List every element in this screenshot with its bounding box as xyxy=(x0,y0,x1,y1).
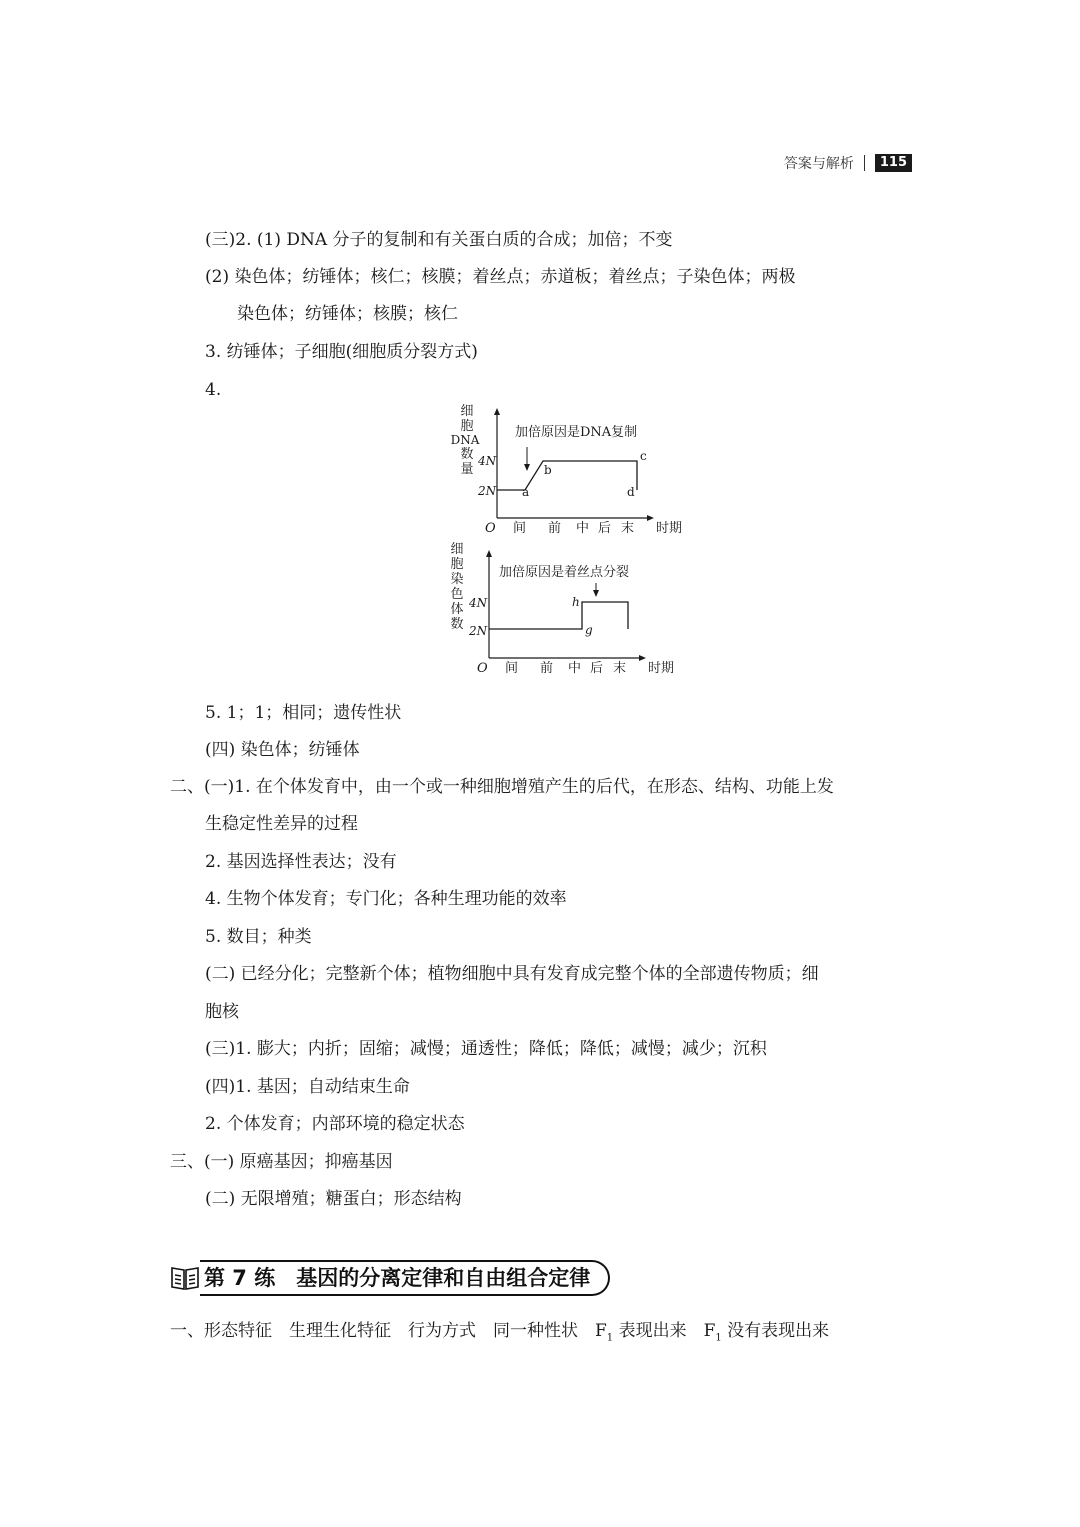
dna-content-graph xyxy=(440,400,700,540)
answer-line: 2. 基因选择性表达；没有 xyxy=(205,852,397,872)
y-tick-label: 4N xyxy=(478,454,497,468)
x-axis-label: 时期 xyxy=(648,661,675,676)
point-label: a xyxy=(522,485,530,499)
x-tick-label: 前 xyxy=(548,521,562,536)
answer-line: 4. 生物个体发育；专门化；各种生理功能的效率 xyxy=(205,889,567,909)
y-label-char: 体 xyxy=(450,602,464,617)
header-divider xyxy=(864,155,865,171)
annotation-arrowhead xyxy=(593,590,599,597)
answer-line: (三)1. 膨大；内折；固缩；减慢；通透性；降低；降低；减慢；减少；沉积 xyxy=(205,1039,767,1059)
annotation: 加倍原因是DNA复制 xyxy=(515,425,638,440)
y-tick-label: 2N xyxy=(478,484,497,498)
x-tick-label: 末 xyxy=(621,521,635,536)
header-section: 答案与解析 xyxy=(783,156,854,172)
origin-label: O xyxy=(477,661,488,676)
y-label-char: 数 xyxy=(450,617,464,632)
answer-line: (二) 无限增殖；糖蛋白；形态结构 xyxy=(205,1189,462,1209)
answer-line: 3. 纺锤体；子细胞(细胞质分裂方式) xyxy=(205,342,478,362)
annotation-arrowhead xyxy=(524,464,530,471)
y-label-char: 色 xyxy=(450,587,464,602)
x-tick-label: 中 xyxy=(576,521,590,536)
answer-line: 5. 数目；种类 xyxy=(205,927,312,947)
y-axis-arrow xyxy=(486,550,492,557)
x-axis-label: 时期 xyxy=(656,521,683,536)
answer-line: 二、(一)1. 在个体发育中，由一个或一种细胞增殖产生的后代，在形态、结构、功能上发 xyxy=(170,777,834,797)
chromosome-curve xyxy=(489,602,628,629)
answer-line: 三、(一) 原癌基因；抑癌基因 xyxy=(170,1152,393,1172)
y-label-char: 细 xyxy=(450,542,464,557)
answer-line: 2. 个体发育；内部环境的稳定状态 xyxy=(205,1114,465,1134)
point-label: d xyxy=(627,485,635,499)
answer-line: 染色体；纺锤体；核膜；核仁 xyxy=(237,304,458,324)
section-title: 第 7 练 基因的分离定律和自由组合定律 xyxy=(200,1260,610,1296)
answer-text: 没有表现出来 xyxy=(721,1321,830,1341)
chromosome-number-graph xyxy=(440,540,700,680)
answer-line: (三)2. (1) DNA 分子的复制和有关蛋白质的合成；加倍；不变 xyxy=(205,230,673,250)
x-tick-label: 末 xyxy=(613,661,627,676)
answer-line-f1 xyxy=(170,1320,829,1349)
y-label-char: 细 xyxy=(460,404,474,419)
y-label-char: 数 xyxy=(460,447,474,462)
answer-line: (2) 染色体；纺锤体；核仁；核膜；着丝点；赤道板；着丝点；子染色体；两极 xyxy=(205,267,796,287)
answer-line: 胞核 xyxy=(205,1002,239,1022)
x-tick-label: 中 xyxy=(568,661,582,676)
answer-line: (四)1. 基因；自动结束生命 xyxy=(205,1077,410,1097)
book-icon xyxy=(170,1264,200,1292)
x-tick-label: 间 xyxy=(505,661,519,676)
y-tick-label: 2N xyxy=(469,624,488,638)
y-label-char: 量 xyxy=(460,462,474,477)
y-tick-label: 4N xyxy=(469,596,488,610)
y-label-char: 胞 xyxy=(450,557,464,572)
answer-text: 一、形态特征 生理生化特征 行为方式 同一种性状 F xyxy=(170,1321,607,1341)
point-label: g xyxy=(585,623,593,637)
annotation: 加倍原因是着丝点分裂 xyxy=(499,565,630,580)
point-label: b xyxy=(544,463,552,477)
answer-line: (四) 染色体；纺锤体 xyxy=(205,740,360,760)
point-label: c xyxy=(640,449,647,463)
y-label-char: 染 xyxy=(450,572,464,587)
x-tick-label: 后 xyxy=(598,521,612,536)
answer-line: 5. 1；1；相同；遗传性状 xyxy=(205,703,402,723)
origin-label: O xyxy=(485,521,496,536)
x-axis-arrow xyxy=(639,655,646,661)
answer-text: 表现出来 F xyxy=(613,1321,716,1341)
page-header xyxy=(784,153,912,173)
y-label-char: 胞 xyxy=(460,419,474,434)
x-tick-label: 间 xyxy=(513,521,527,536)
answer-line: 生稳定性差异的过程 xyxy=(205,814,358,834)
y-label-char: DNA xyxy=(450,433,480,447)
page-number: 115 xyxy=(875,154,912,172)
subscript: 1 xyxy=(715,1332,722,1344)
dna-curve xyxy=(497,461,637,490)
x-tick-label: 后 xyxy=(590,661,604,676)
y-axis-arrow xyxy=(494,408,500,415)
x-tick-label: 前 xyxy=(540,661,554,676)
section-heading xyxy=(170,1260,610,1296)
answer-line: 4. xyxy=(205,380,222,400)
answer-line: (二) 已经分化；完整新个体；植物细胞中具有发育成完整个体的全部遗传物质；细 xyxy=(205,964,819,984)
x-axis-arrow xyxy=(647,515,654,521)
point-label: h xyxy=(572,595,580,609)
subscript: 1 xyxy=(606,1332,614,1344)
